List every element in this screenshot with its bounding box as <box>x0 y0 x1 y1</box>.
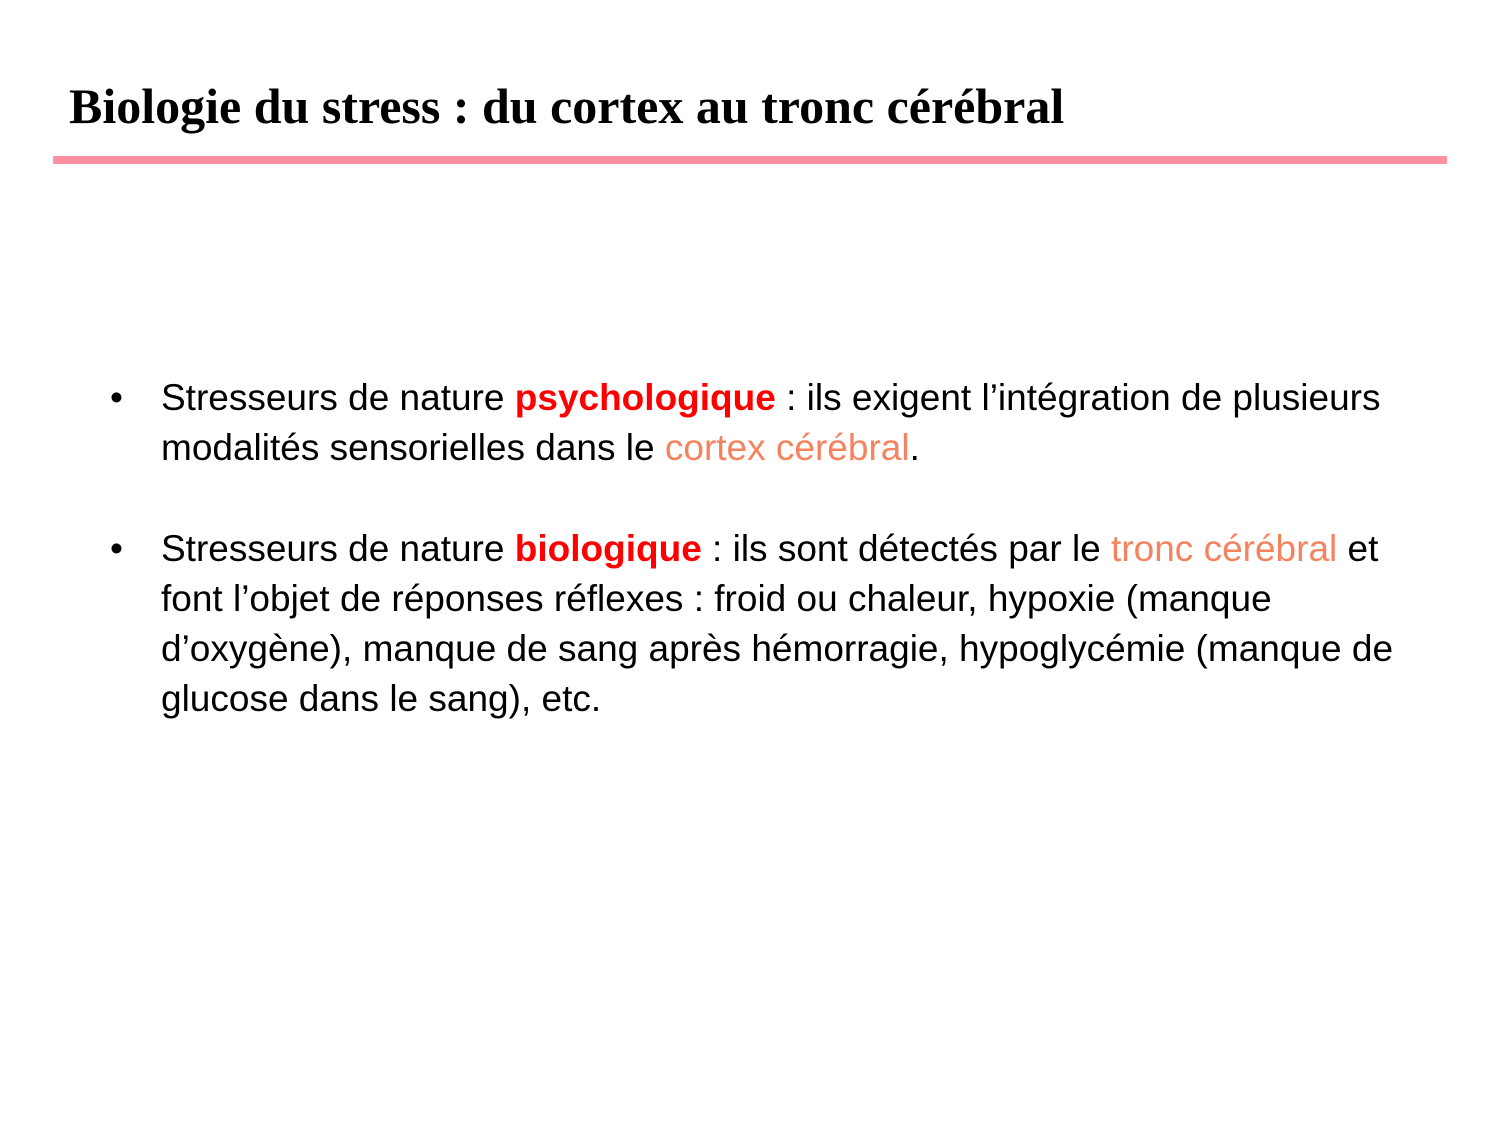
bullet-text-end: . <box>909 427 920 468</box>
title-underline-rule <box>53 156 1447 164</box>
slide-title: Biologie du stress : du cortex au tronc cérébral <box>69 78 1065 134</box>
bullet-list <box>100 373 1400 724</box>
bullet-text-middle: : ils exigent l’intégration de plusieurs modalités sensorielles dans le <box>161 377 1381 468</box>
bullet-text-end: et font l’objet de réponses réflexes : froid ou chaleur, hypoxie (manque d’oxygène), manque de sang après hémorragie, hypoglycémie (manque de glucose dans le sang), etc. <box>161 528 1394 719</box>
keyword-biologique: biologique <box>514 528 702 569</box>
bullet-dot-icon: • <box>110 528 123 569</box>
bullet-item-psychological <box>100 373 1400 473</box>
highlight-cortex-cerebral: cortex cérébral <box>664 427 910 468</box>
highlight-tronc-cerebral: tronc cérébral <box>1111 528 1338 569</box>
bullet-item-biological <box>100 524 1400 724</box>
bullet-text-middle: : ils sont détectés par le <box>701 528 1112 569</box>
bullet-text-start: Stresseurs de nature <box>161 377 515 418</box>
bullet-dot-icon: • <box>110 377 123 418</box>
keyword-psychologique: psychologique <box>514 377 776 418</box>
bullet-text-start: Stresseurs de nature <box>161 528 515 569</box>
